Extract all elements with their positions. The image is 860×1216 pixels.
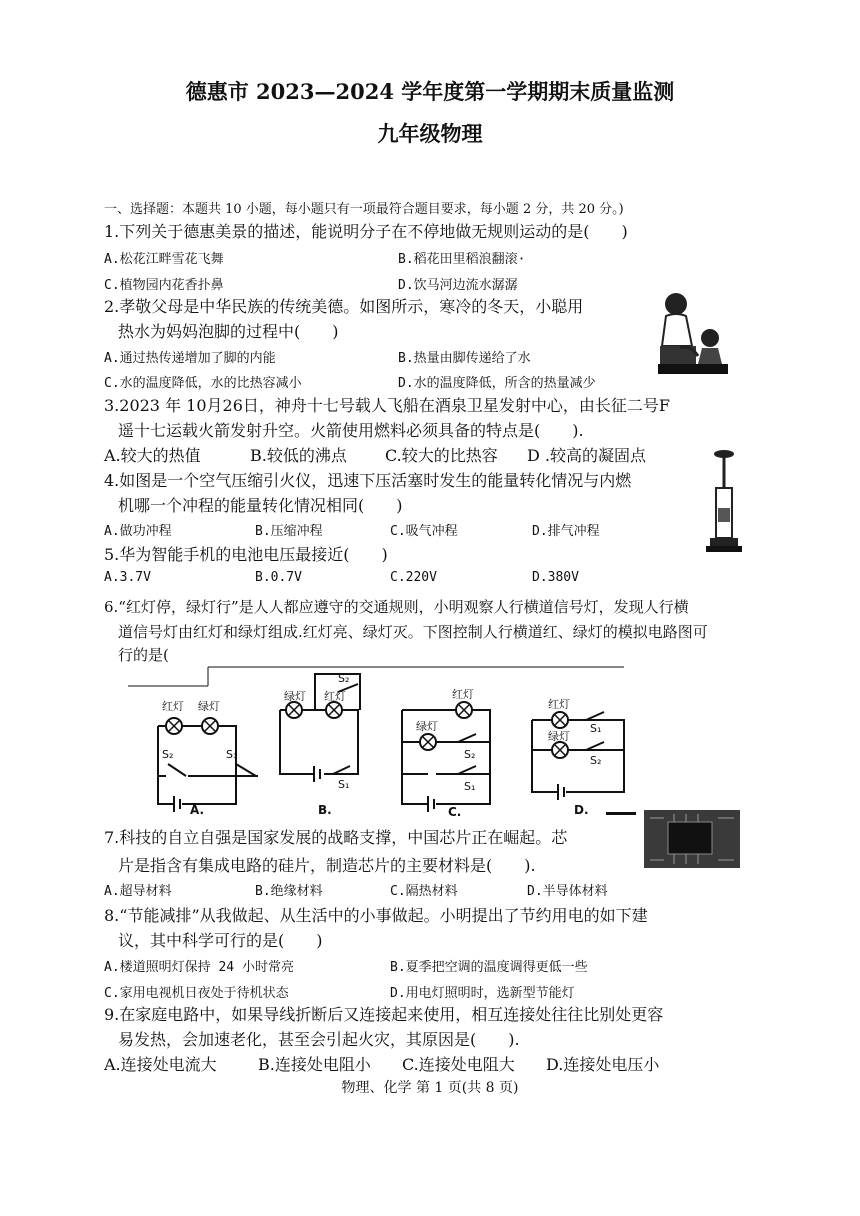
q9-option-b: B.连接处电阻小: [258, 1055, 371, 1074]
foot-bath-illustration: [654, 290, 732, 380]
q5-option-a: A.3.7V: [104, 570, 151, 585]
q3-stem-line1: 3.2023 年 10月26日，神舟十七号载人飞船在酒泉卫星发射中心，由长征二号F: [104, 396, 670, 415]
mark-line: [606, 812, 636, 815]
q9-option-c: C.连接处电阻大: [402, 1055, 515, 1074]
circuit-c-red-label: 红灯: [452, 688, 474, 701]
circuit-d-s2-label: S₂: [590, 754, 602, 767]
circuit-b-s2-label: S₂: [338, 672, 350, 685]
q5-option-b: B.0.7V: [255, 570, 302, 585]
q8-option-c: C.家用电视机日夜处于待机状态: [104, 986, 289, 1001]
air-compression-igniter-illustration: [704, 448, 744, 558]
q7-option-c: C.隔热材料: [390, 884, 458, 899]
q3-option-d: D .较高的凝固点: [527, 446, 647, 465]
exam-title: 德惠市 2023—2024 学年度第一学期期末质量监测: [185, 79, 675, 104]
q3-option-c: C.较大的比热容: [385, 446, 498, 465]
q2-option-c: C.水的温度降低，水的比热容减小: [104, 376, 302, 391]
circuit-d-red-label: 红灯: [548, 698, 570, 711]
q8-stem-line1: 8.“节能减排”从我做起、从生活中的小事做起。小明提出了节约用电的如下建: [104, 906, 648, 925]
q7-option-a: A.超导材料: [104, 884, 172, 899]
q4-option-b: B.压缩冲程: [255, 524, 323, 539]
circuit-b-s1-label: S₁: [338, 778, 350, 791]
circuit-a-s2-label: S₂: [162, 748, 174, 761]
q9-stem-line1: 9.在家庭电路中，如果导线折断后又连接起来使用，相互连接处往往比别处更容: [104, 1005, 664, 1024]
chip-photo: [644, 810, 740, 868]
q6-stem-line2: 道信号灯由红灯和绿灯组成.红灯亮、绿灯灭。下图控制人行横道红、绿灯的模拟电路图可: [118, 623, 708, 641]
circuit-c-green-label: 绿灯: [416, 720, 438, 733]
circuit-b-red-label: 红灯: [324, 690, 346, 703]
circuit-c-s1-label: S₁: [464, 780, 476, 793]
q7-stem-line2: 片是指含有集成电路的硅片，制造芯片的主要材料是( ).: [118, 856, 536, 875]
q8-option-b: B.夏季把空调的温度调得更低一些: [390, 960, 588, 975]
q3-option-a: A.较大的热值: [104, 446, 201, 465]
q8-stem-line2: 议，其中科学可行的是( ): [118, 931, 323, 950]
q8-option-d: D.用电灯照明时，选新型节能灯: [390, 986, 575, 1001]
q1-option-d: D.饮马河边流水潺潺: [398, 278, 518, 293]
q3-stem-line2: 遥十七运载火箭发射升空。火箭使用燃料必须具备的特点是( ).: [118, 421, 584, 440]
q1-option-b: B.稻花田里稻浪翻滚·: [398, 252, 526, 267]
q8-option-a: A.楼道照明灯保持 24 小时常亮: [104, 960, 294, 975]
exam-subtitle: 九年级物理: [377, 121, 483, 146]
circuit-c-s2-label: S₂: [464, 748, 476, 761]
circuit-a-label: A.: [190, 803, 205, 817]
q6-stem-line3: 行的是(: [118, 646, 169, 664]
circuit-diagrams: [128, 664, 628, 824]
circuit-d-s1-label: S₁: [590, 722, 602, 735]
q9-option-d: D.连接处电压小: [546, 1055, 660, 1074]
q5-option-c: C.220V: [390, 570, 437, 585]
q7-stem-line1: 7.科技的自立自强是国家发展的战略支撑，中国芯片正在崛起。芯: [104, 828, 568, 847]
q4-option-c: C.吸气冲程: [390, 524, 458, 539]
q1-option-c: C.植物园内花香扑鼻: [104, 278, 224, 293]
q6-stem-line1: 6.“红灯停，绿灯行”是人人都应遵守的交通规则，小明观察人行横道信号灯，发现人行横: [104, 598, 689, 616]
q2-option-a: A.通过热传递增加了脚的内能: [104, 351, 276, 366]
q9-option-a: A.连接处电流大: [104, 1055, 217, 1074]
q4-stem-line2: 机哪一个冲程的能量转化情况相同( ): [118, 496, 403, 515]
q4-option-a: A.做功冲程: [104, 524, 172, 539]
q1-option-a: A.松花江畔雪花飞舞: [104, 252, 224, 267]
q4-option-d: D.排气冲程: [532, 524, 600, 539]
circuit-b-green-label: 绿灯: [284, 690, 306, 703]
circuit-c-label: C.: [448, 805, 462, 819]
circuit-a-green-label: 绿灯: [198, 700, 220, 713]
q9-stem-line2: 易发热，会加速老化，甚至会引起火灾，其原因是( ).: [118, 1030, 520, 1049]
circuit-b-label: B.: [318, 803, 332, 817]
circuit-a-red-label: 红灯: [162, 700, 184, 713]
section-intro: 一、选择题：本题共 10 小题，每小题只有一项最符合题目要求，每小题 2 分，共 20 分。): [104, 202, 624, 217]
q5-stem: 5.华为智能手机的电池电压最接近( ): [104, 545, 388, 564]
page-footer: 物理、化学 第 1 页(共 8 页): [341, 1080, 519, 1096]
circuit-a-s1-label: S₁: [226, 748, 238, 761]
q2-stem-line1: 2.孝敬父母是中华民族的传统美德。如图所示，寒冷的冬天，小聪用: [104, 297, 584, 316]
q4-stem-line1: 4.如图是一个空气压缩引火仪，迅速下压活塞时发生的能量转化情况与内燃: [104, 471, 632, 490]
circuit-d-label: D.: [574, 803, 589, 817]
q2-stem-line2: 热水为妈妈泡脚的过程中( ): [118, 322, 339, 341]
circuit-d-green-label: 绿灯: [548, 730, 570, 743]
q3-option-b: B.较低的沸点: [250, 446, 347, 465]
q7-option-d: D.半导体材料: [527, 884, 608, 899]
q2-option-d: D.水的温度降低，所含的热量减少: [398, 376, 596, 391]
q7-option-b: B.绝缘材料: [255, 884, 323, 899]
q2-option-b: B.热量由脚传递给了水: [398, 351, 531, 366]
q5-option-d: D.380V: [532, 570, 579, 585]
q1-stem: 1.下列关于德惠美景的描述，能说明分子在不停地做无规则运动的是( ): [104, 222, 628, 241]
